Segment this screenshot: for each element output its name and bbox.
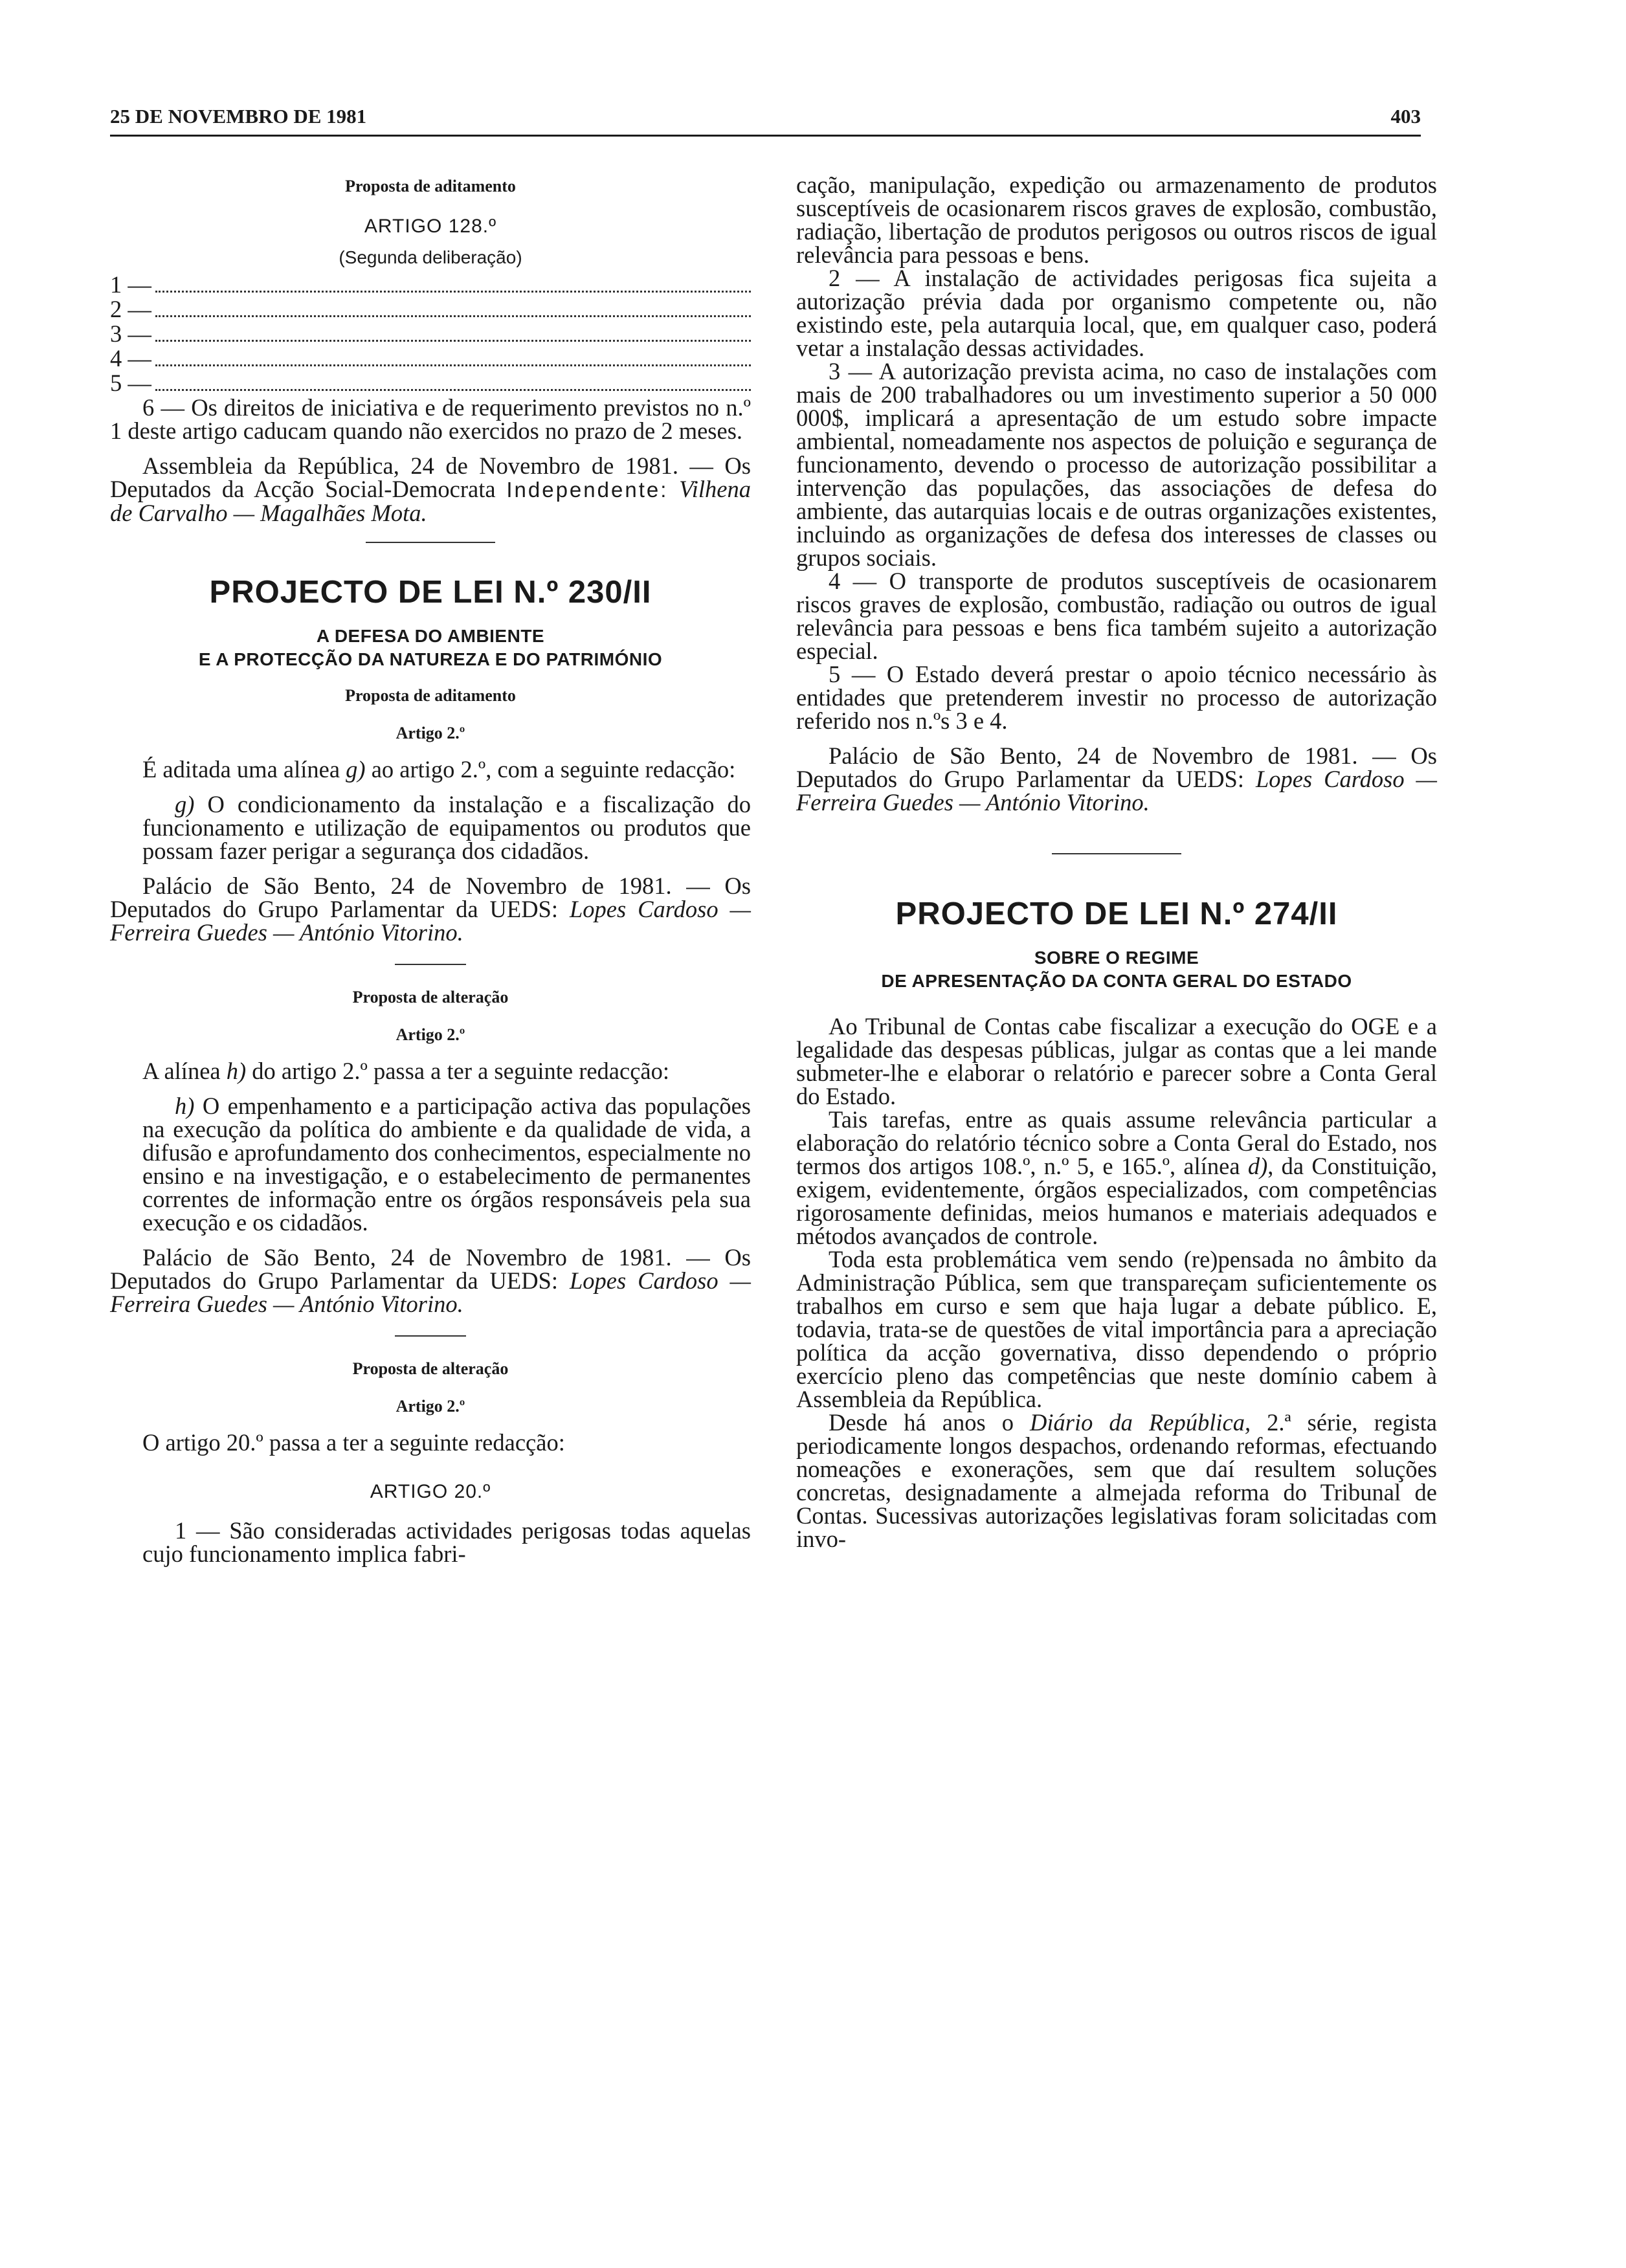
divider	[395, 964, 466, 965]
signatories: Lopes Cardoso — Ferreira Guedes — António Vitorino.	[110, 1267, 751, 1317]
amendment-text: O artigo 20.º passa a ter a seguinte redacção:	[142, 1429, 565, 1456]
article-item-5: 5 — O Estado deverá prestar o apoio técnico necessário às entidades que pretenderem investir no processo de autorização referido nos n.ºs 3 e 4.	[796, 661, 1437, 734]
right-column	[796, 173, 1437, 1551]
divider	[395, 1335, 466, 1337]
amendment-text: A alínea h) do artigo 2.º passa a ter a seguinte redacção:	[142, 1058, 669, 1084]
header-page-number: 403	[1390, 105, 1421, 128]
article-item-3: 3 — A autorização prevista acima, no caso de instalações com mais de 200 trabalhadores ou um investimento superior a 50 000 000$, implicará a apresentação de um estudo sobre impacte ambiental, nomeadamente nos aspectos de poluição e segurança de funcionamento, devendo o processo de autorização possibilitar a intervenção das populações, das associações de defesa do ambiente, das autarquias locais e de outras organizações existentes, incluindo as organizações de defesa dos interesses de classes ou grupos sociais.	[796, 358, 1437, 571]
amendment-quote: h) O empenhamento e a participação activa das populações na execução da política do ambiente e da qualidade de vida, a difusão e aprofundamento dos conhecimentos, especialmente no ensino e na investigação, e o estabelecimento de permanentes correntes de informação entre os órgãos responsáveis pela sua execução e os cidadãos.	[142, 1093, 751, 1236]
signatories: Lopes Cardoso — Ferreira Guedes — António Vitorino.	[110, 896, 751, 946]
article-item-1: 1 — São consideradas actividades perigosas todas aquelas cujo funcionamento implica fabri-	[142, 1517, 751, 1567]
independente-label: Independente:	[506, 478, 669, 502]
header-date: 25 DE NOVEMBRO DE 1981	[110, 105, 367, 128]
bill-subtitle: DE APRESENTAÇÃO DA CONTA GERAL DO ESTADO	[881, 971, 1352, 991]
palacio-signature: Palácio de São Bento, 24 de Novembro de 1981. — Os Deputados do Grupo Parlamentar da UEDS: Lopes Cardoso — Ferreira Guedes — António Vitorino.	[110, 1244, 751, 1317]
deliberation-note: (Segunda deliberação)	[339, 247, 522, 267]
assembleia-signature: Assembleia da República, 24 de Novembro de 1981. — Os Deputados da Acção Social-Democrata Independente: Vilhena de Carvalho — Magalhães Mota.	[110, 452, 751, 526]
article-item-4: 4 — O transporte de produtos susceptíveis de ocasionarem riscos graves de explosão, combustão, radiação ou outros de igual relevância para pessoas e bens fica também sujeito a autorização especial.	[796, 568, 1437, 664]
page-header	[110, 102, 1421, 137]
continued-text: cação, manipulação, expedição ou armazenamento de produtos susceptíveis de ocasionarem riscos graves de explosão, combustão, radiação, libertação de produtos perigosos ou outros riscos de igual relevância para pessoas e bens.	[796, 172, 1437, 268]
proposal-heading: Proposta de alteração	[352, 988, 509, 1006]
signatories: Vilhena de Carvalho — Magalhães Mota.	[110, 476, 751, 526]
list-item: 3 —	[110, 322, 751, 347]
left-column	[110, 173, 751, 1566]
signatories: Lopes Cardoso — Ferreira Guedes — António Vitorino.	[796, 766, 1437, 816]
list-item: 5 —	[110, 372, 751, 396]
amendment-quote: g) O condicionamento da instalação e a fiscalização do funcionamento e utilização de equipamentos ou produtos que possam fazer perigar a segurança dos cidadãos.	[142, 791, 751, 864]
bill-subtitle: SOBRE O REGIME	[1034, 948, 1199, 968]
paragraph: Toda esta problemática vem sendo (re)pensada no âmbito da Administração Pública, sem que transpareçam suficientemente os trabalhos em curso e sem que haja lugar a debate público. E, todavia, trata-se de questões de vital importância para a apreciação política da acção governativa, disso dependendo o próprio exercício pleno das competências que neste domínio cabem à Assembleia da República.	[796, 1246, 1437, 1412]
paragraph: Tais tarefas, entre as quais assume relevância particular a elaboração do relatório técnico sobre a Conta Geral do Estado, nos termos dos artigos 108.º, n.º 5, e 165.º, alínea d), da Constituição, exigem, evidentemente, órgãos especializados, com competências rigorosamente definidas, meios humanos e materiais adequados e métodos avançados de controle.	[796, 1106, 1438, 1249]
divider	[366, 542, 495, 543]
proposal-heading: Proposta de alteração	[352, 1359, 509, 1378]
proposal-heading: Proposta de aditamento	[345, 177, 516, 195]
article-heading: Artigo 2.º	[395, 1025, 465, 1044]
list-item: 2 —	[110, 298, 751, 322]
article-item-2: 2 — A instalação de actividades perigosas fica sujeita a autorização prévia dada por organismo competente ou, não existindo este, pela autarquia local, que, em qualquer caso, poderá vetar a instalação dessas actividades.	[796, 265, 1437, 361]
divider	[1052, 853, 1181, 854]
bill-title: PROJECTO DE LEI N.º 274/II	[895, 896, 1338, 931]
article-heading: Artigo 2.º	[395, 1397, 465, 1416]
bill-subtitle: A DEFESA DO AMBIENTE	[316, 626, 545, 646]
bill-subtitle: E A PROTECÇÃO DA NATUREZA E DO PATRIMÓNIO	[198, 649, 663, 669]
bill-title: PROJECTO DE LEI N.º 230/II	[209, 575, 652, 610]
article-heading: ARTIGO 20.º	[370, 1481, 491, 1502]
item-6-text: 6 — Os direitos de iniciativa e de requerimento previstos no n.º 1 deste artigo caducam quando não exercidos no prazo de 2 meses.	[110, 394, 751, 444]
list-item: 4 —	[110, 347, 751, 372]
article-heading: ARTIGO 128.º	[364, 216, 497, 237]
proposal-heading: Proposta de aditamento	[345, 686, 516, 705]
palacio-signature: Palácio de São Bento, 24 de Novembro de 1981. — Os Deputados do Grupo Parlamentar da UEDS: Lopes Cardoso — Ferreira Guedes — António Vitorino.	[796, 742, 1437, 816]
amendment-text: É aditada uma alínea g) ao artigo 2.º, com a seguinte redacção:	[142, 756, 736, 783]
article-heading: Artigo 2.º	[395, 724, 465, 742]
list-item: 1 —	[110, 273, 751, 298]
paragraph: Ao Tribunal de Contas cabe fiscalizar a execução do OGE e a legalidade das despesas públicas, julgar as contas que a lei mande submeter-lhe e elaborar o relatório e parecer sobre a Conta Geral do Estado.	[796, 1013, 1437, 1109]
palacio-signature: Palácio de São Bento, 24 de Novembro de 1981. — Os Deputados do Grupo Parlamentar da UEDS: Lopes Cardoso — Ferreira Guedes — António Vitorino.	[110, 873, 751, 946]
paragraph: Desde há anos o Diário da República, 2.ª série, regista periodicamente longos despachos, ordenando reformas, efectuando nomeações e exonerações, sem que daí resultem soluções concretas, designadamente a almejada reforma do Tribunal de Contas. Sucessivas autorizações legislativas foram solicitadas com invo-	[796, 1409, 1438, 1552]
